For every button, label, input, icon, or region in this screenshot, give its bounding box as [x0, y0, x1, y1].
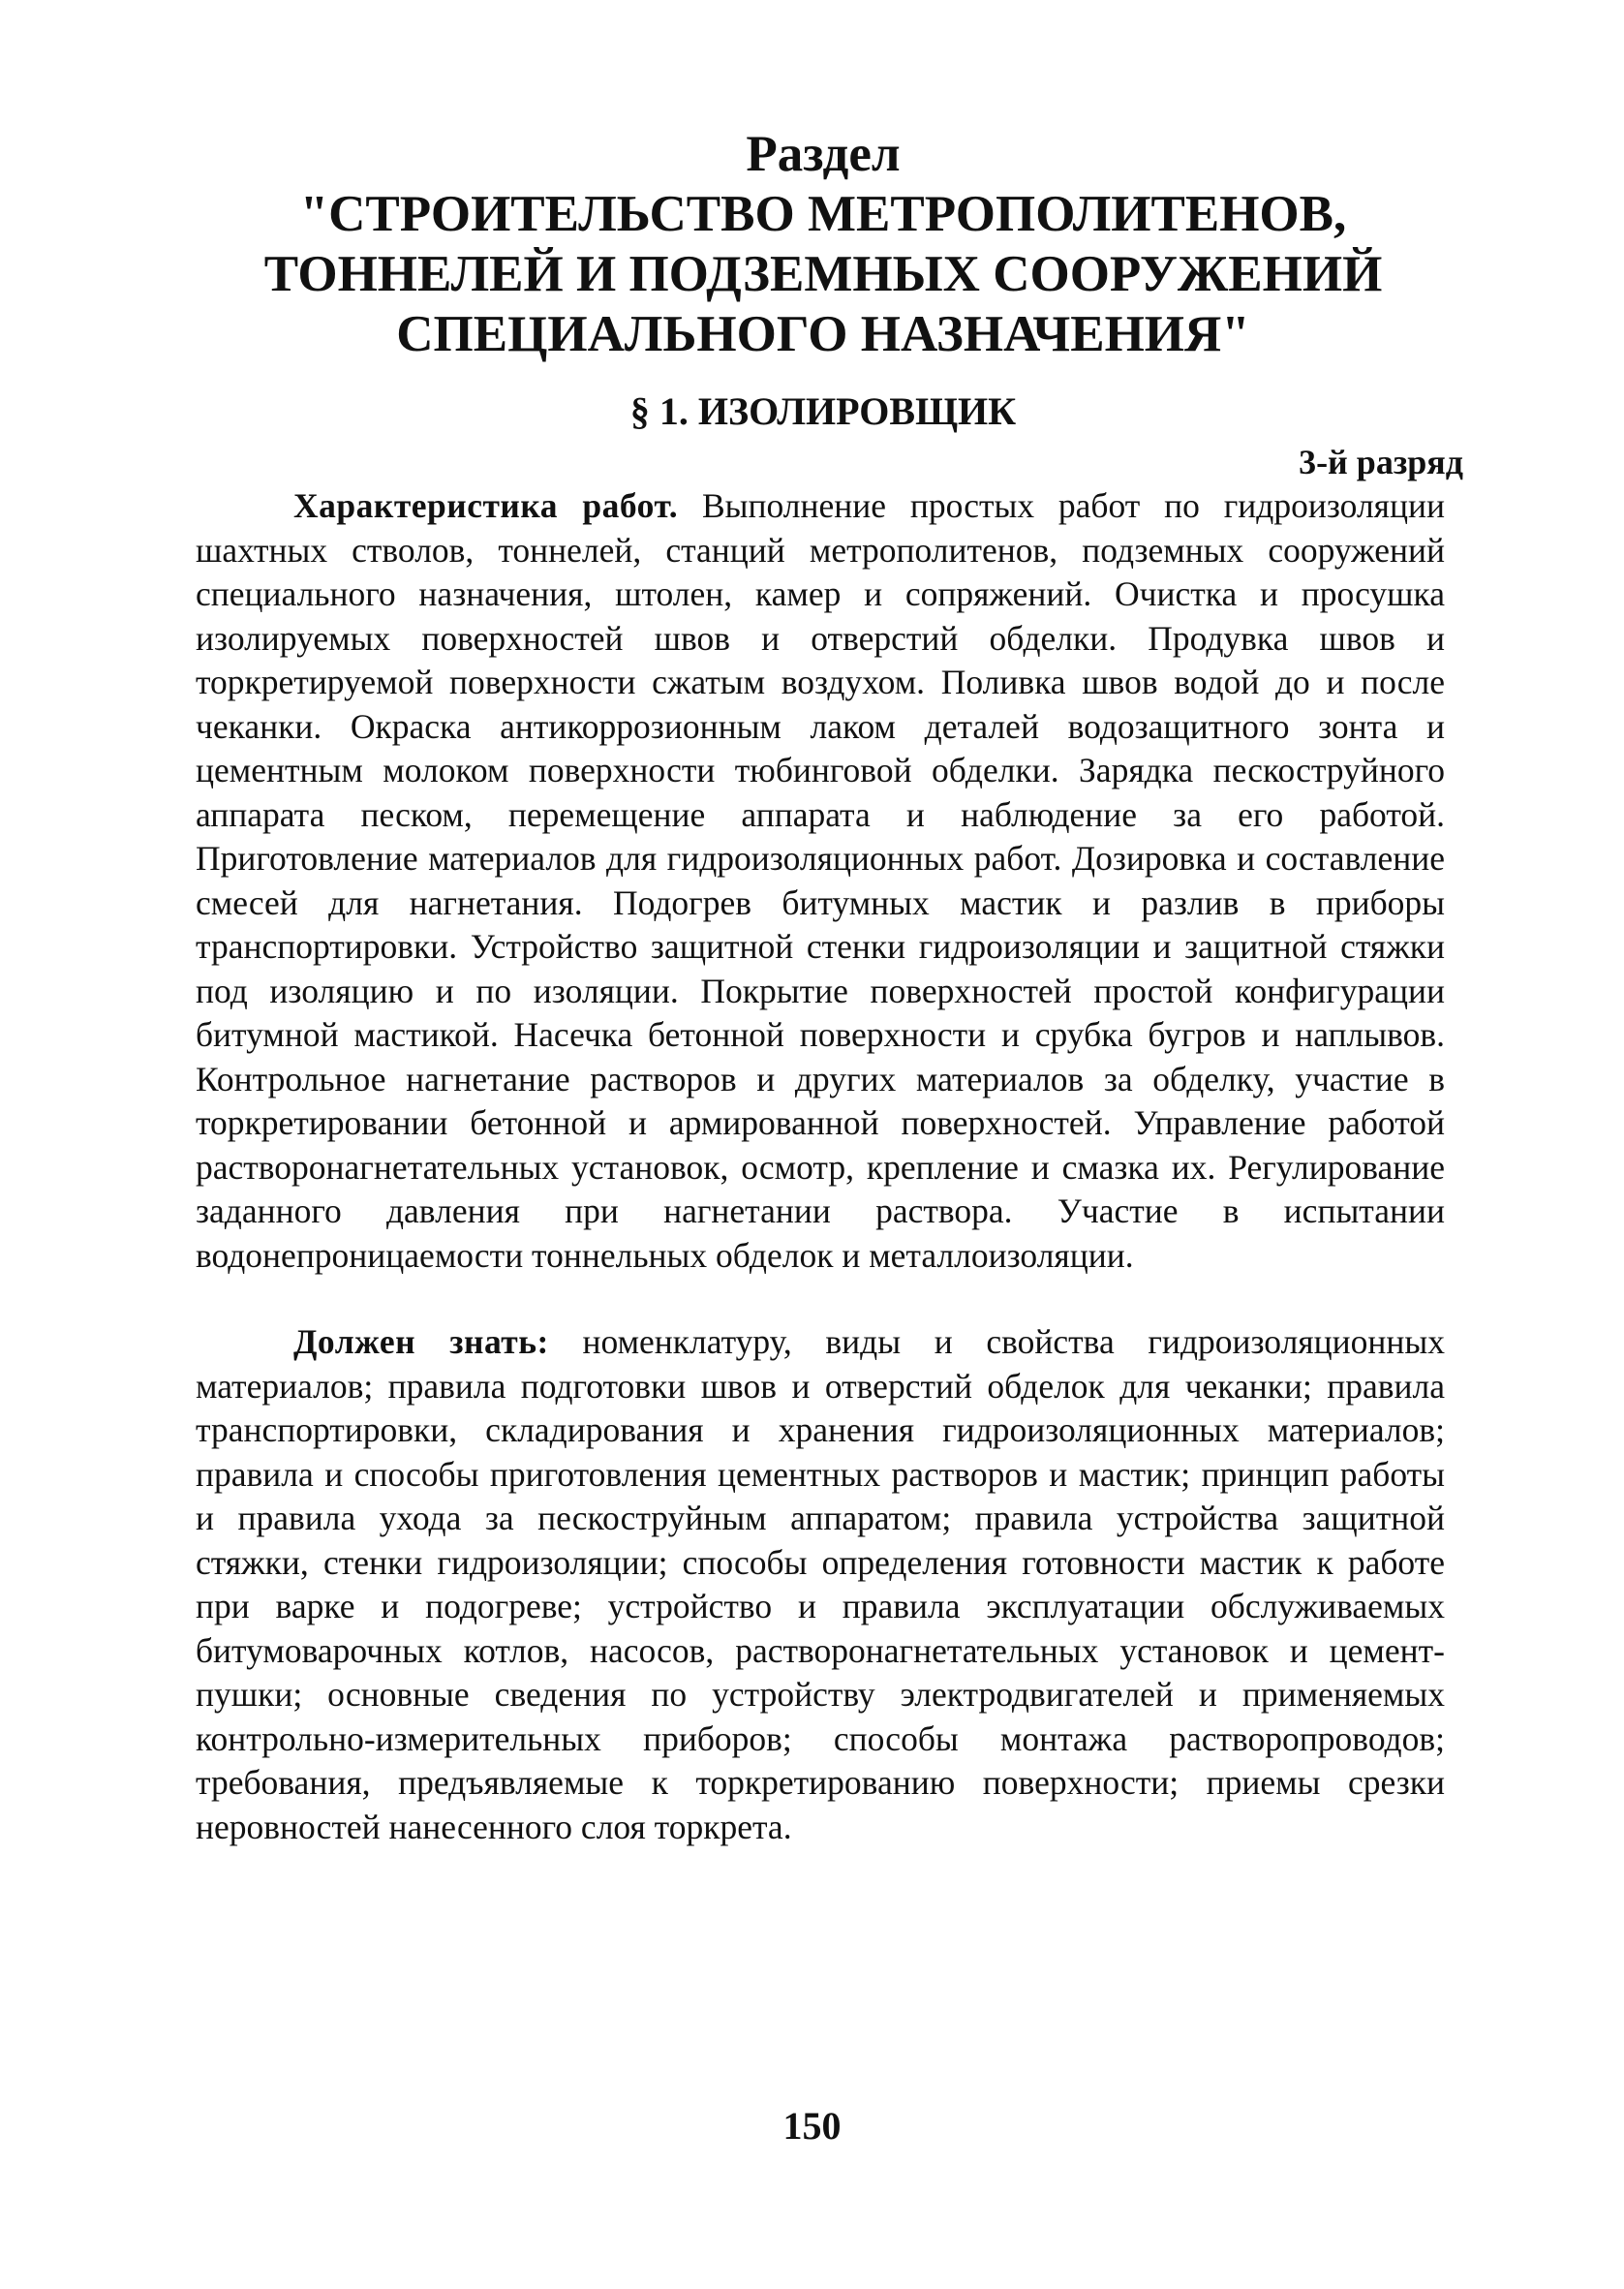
page-number: 150: [782, 2104, 842, 2148]
paragraph-heading: § 1. ИЗОЛИРОВЩИК: [629, 389, 1017, 433]
knowledge-text: номенклатуру, виды и свойства гидроизоляционных материалов; правила подготовки швов и отверстий обделок для чеканки; правила транспортировки, складирования и хранения гидроизоляционных материалов; правила и способы приготовления цементных растворов и мастик; принцип работы и правила ухода за пескоструйным аппаратом; правила устройства защитной стяжки, стенки гидроизоляции; способы определения готовности мастик к работе при варке и подогреве; устройство и правила эксплуатации обслуживаемых битумоварочных котлов, насосов, растворонагнетательных установок и цемент-пушки; основные сведения по устройству электродвигателей и применяемых контрольно-измерительных приборов; способы монтажа растворопроводов; требования, предъявляемые к торкретированию поверхности; приемы срезки неровностей нанесенного слоя торкрета.: [196, 1322, 1445, 1846]
section-title-line: Раздел: [746, 126, 901, 182]
characteristics-text: Выполнение простых работ по гидроизоляции шахтных стволов, тоннелей, станций метрополитенов, подземных сооружений специального назначения, штолен, камер и сопряжений. Очистка и просушка изолируемых поверхностей швов и отверстий обделки. Продувка швов и торкретируемой поверхности сжатым воздухом. Поливка швов водой до и после чеканки. Окраска антикоррозионным лаком деталей водозащитного зонта и цементным молоком поверхности тюбинговой обделки. Зарядка пескоструйного аппарата песком, перемещение аппарата и наблюдение за его работой. Приготовление материалов для гидроизоляционных работ. Дозировка и составление смесей для нагнетания. Подогрев битумных мастик и разлив в приборы транспортировки. Устройство защитной стенки гидроизоляции и защитной стяжки под изоляцию и по изоляции. Покрытие поверхностей простой конфигурации битумной мастикой. Насечка бетонной поверхности и срубка бугров и наплывов. Контрольное нагнетание растворов и других материалов за обделку, участие в торкретировании бетонной и армированной поверхностей. Управление работой растворонагнетательных установок, осмотр, крепление и смазка их. Регулирование заданного давления при нагнетании раствора. Участие в испытании водонепроницаемости тоннельных обделок и металлоизоляции.: [196, 486, 1445, 1275]
section-title-line: "СТРОИТЕЛЬСТВО МЕТРОПОЛИТЕНОВ,: [299, 186, 1347, 242]
section-title: [194, 124, 1453, 364]
grade-label: 3-й разряд: [1299, 443, 1463, 481]
characteristics-lead: Характеристика работ.: [293, 486, 679, 525]
characteristics-paragraph: [196, 484, 1445, 1278]
section-title-line: СПЕЦИАЛЬНОГО НАЗНАЧЕНИЯ": [396, 306, 1250, 362]
knowledge-lead: Должен знать:: [293, 1322, 549, 1361]
section-title-line: ТОННЕЛЕЙ И ПОДЗЕМНЫХ СООРУЖЕНИЙ: [263, 246, 1383, 302]
knowledge-paragraph: [196, 1320, 1445, 1849]
